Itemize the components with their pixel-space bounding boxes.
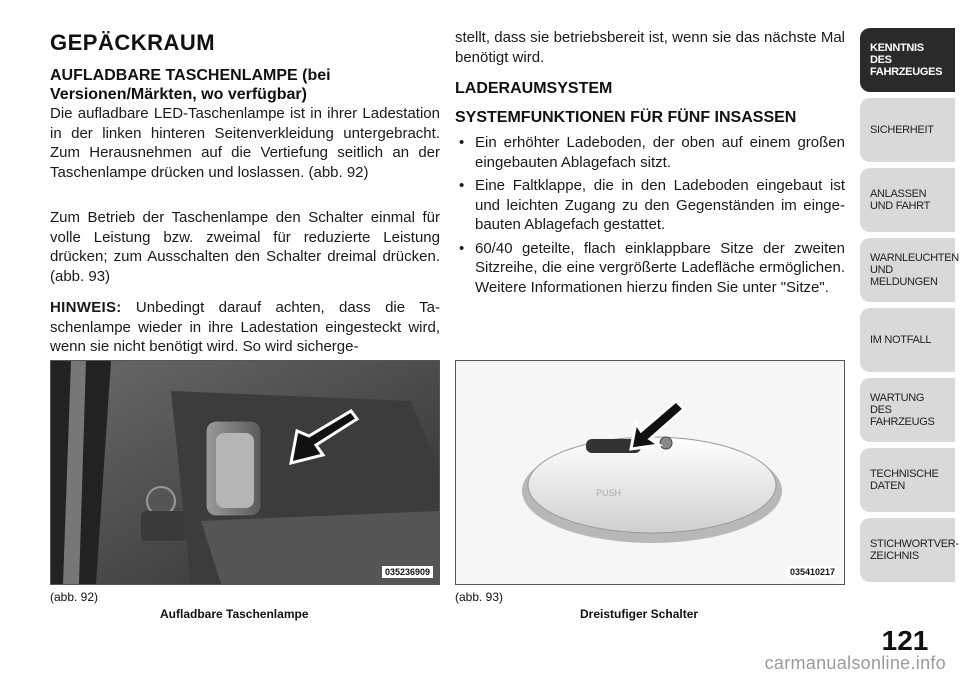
tab-label: IM NOTFALL — [870, 334, 932, 346]
note-paragraph — [50, 298, 440, 357]
page-number: 121 — [881, 625, 929, 656]
list-item-text: Ein erhöhter Ladeboden, der oben auf einem großen eingebauten Ablagefach sitzt. — [475, 134, 845, 171]
tab-im-notfall[interactable] — [860, 308, 955, 372]
figure-caption: Dreistufiger Schalter — [580, 607, 699, 621]
section-heading-flashlight: AUFLADBARE TASCHENLAMPE (bei Versionen/Märkten, wo verfügbar) — [50, 67, 331, 103]
page-title: GEPÄCKRAUM — [50, 30, 216, 55]
tab-label: STICHWORTVER- ZEICHNIS — [870, 538, 959, 562]
figure-flashlight-photo — [50, 360, 440, 585]
figure-code: 035410217 — [787, 566, 838, 578]
tab-label: WARNLEUCHTEN UND MELDUNGEN — [870, 252, 959, 288]
tab-stichwortverzeichnis[interactable] — [860, 518, 959, 582]
list-item — [455, 239, 845, 298]
tab-label: WARTUNG DES FAHRZEUGS — [870, 392, 935, 428]
figure-caption: Aufladbare Taschenlampe — [160, 607, 309, 621]
tab-wartung[interactable] — [860, 378, 955, 442]
figure-ref: (abb. 93) — [455, 590, 504, 604]
tab-anlassen-und-fahrt[interactable] — [860, 168, 955, 232]
tab-kenntnis-des-fahrzeuges[interactable] — [860, 28, 955, 92]
figure-code: 035236909 — [382, 566, 433, 578]
bullet-icon: • — [459, 134, 465, 151]
tab-label: ANLASSEN UND FAHRT — [870, 188, 931, 212]
list-item-text: 60/40 geteilte, flach einklappbare Sitze der zweiten Sitzreihe, die eine vergrößerte Ladefläche ermöglichen. Weitere Informationen hierzu finden Sie unter "Sitze". — [475, 239, 845, 296]
push-button-label: PUSH — [596, 488, 622, 498]
switch-illustration — [456, 361, 844, 584]
list-item-text: Eine Faltklappe, die in den Ladeboden eingebaut ist und leichten Zugang zu den Gegenständen im eingebauten Ablagefach gestattet. — [475, 177, 845, 233]
tab-technische-daten[interactable] — [860, 448, 955, 512]
tab-sicherheit[interactable] — [860, 98, 955, 162]
left-column — [50, 66, 440, 357]
tab-label: TECHNISCHE DATEN — [870, 468, 939, 492]
right-column — [455, 28, 845, 301]
section-heading-five-seat-features: SYSTEMFUNKTIONEN FÜR FÜNF INSASSEN — [455, 109, 797, 126]
watermark-text: carmanualsonline.info — [764, 653, 946, 673]
tab-label: KENNTNIS DES FAHRZEUGES — [870, 42, 943, 78]
tab-label: SICHERHEIT — [870, 124, 934, 136]
tab-warnleuchten[interactable] — [860, 238, 959, 302]
note-label: HINWEIS: — [50, 299, 122, 316]
figure-switch-photo — [455, 360, 845, 585]
paragraph-continuation: stellt, dass sie betriebsbereit ist, wenn sie das nächste Mal benötigt wird. — [455, 29, 845, 66]
list-item — [455, 176, 845, 235]
paragraph-flashlight-operation: Zum Betrieb der Taschenlampe den Schalter einmal für volle Leistung bzw. zweimal für reduzierte Leistung drücken; zum Ausschalten den Schalter dreimal drücken. (abb. 93) — [50, 209, 440, 285]
flashlight-illustration — [51, 361, 439, 584]
figure-ref: (abb. 92) — [50, 590, 99, 604]
bullet-icon: • — [459, 177, 465, 194]
chapter-sidebar — [860, 28, 959, 588]
list-item — [455, 133, 845, 172]
paragraph-flashlight-location: Die aufladbare LED-Taschenlampe ist in ihrer Ladestation in der linken hinteren Seitenverkleidung untergebracht. Zum Herausnehmen auf die Vertiefung seitlich an der Taschenlampe drücken und loslassen. (abb. 92) — [50, 105, 440, 181]
feature-list — [455, 133, 845, 297]
note-text: Unbedingt darauf achten, dass die Taschenlampe wieder in ihre Ladestation eingesteckt wird, wenn sie nicht benötigt wird. So wird sicherge- — [50, 299, 440, 355]
bullet-icon: • — [459, 239, 465, 257]
section-heading-cargo-system: LADERAUMSYSTEM — [455, 80, 613, 97]
